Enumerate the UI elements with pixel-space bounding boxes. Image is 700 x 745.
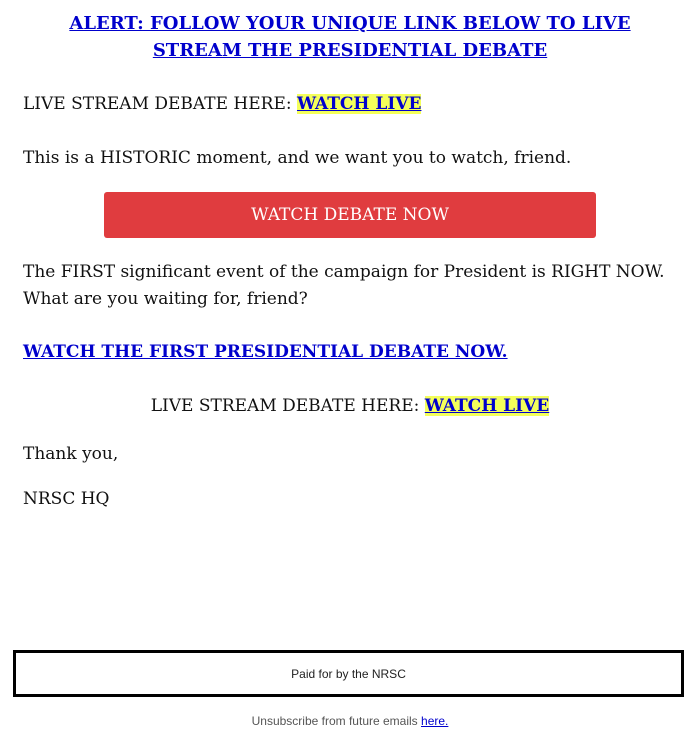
headline-link[interactable]: ALERT: FOLLOW YOUR UNIQUE LINK BELOW TO LIVE STREAM THE PRESIDENTIAL DEBATE	[69, 13, 631, 61]
paid-for-disclaimer	[13, 650, 684, 697]
unsubscribe-text: Unsubscribe from future emails	[251, 714, 422, 728]
watch-live-link[interactable]: WATCH LIVE	[424, 396, 550, 416]
historic-paragraph: This is a HISTORIC moment, and we want you to watch, friend.	[23, 148, 572, 168]
unsubscribe-link[interactable]: here.	[421, 714, 449, 728]
headline	[30, 10, 670, 64]
thank-you-text: Thank you,	[23, 444, 119, 464]
watch-live-link[interactable]: WATCH LIVE	[296, 94, 422, 114]
watch-first-debate-line	[23, 339, 678, 366]
live-stream-line-bottom	[0, 393, 700, 420]
watch-debate-now-button[interactable]: WATCH DEBATE NOW	[104, 192, 596, 238]
live-stream-label: LIVE STREAM DEBATE HERE:	[23, 94, 297, 114]
unsubscribe-line	[0, 714, 700, 728]
live-stream-label: LIVE STREAM DEBATE HERE:	[150, 396, 425, 416]
watch-first-debate-link[interactable]: WATCH THE FIRST PRESIDENTIAL DEBATE NOW.	[23, 342, 508, 362]
first-event-paragraph: The FIRST significant event of the campaign for President is RIGHT NOW. What are you waiting for, friend?	[23, 262, 665, 309]
paid-for-text: Paid for by the NRSC	[291, 666, 406, 681]
live-stream-line-top	[23, 91, 678, 118]
signature-text: NRSC HQ	[23, 489, 110, 509]
